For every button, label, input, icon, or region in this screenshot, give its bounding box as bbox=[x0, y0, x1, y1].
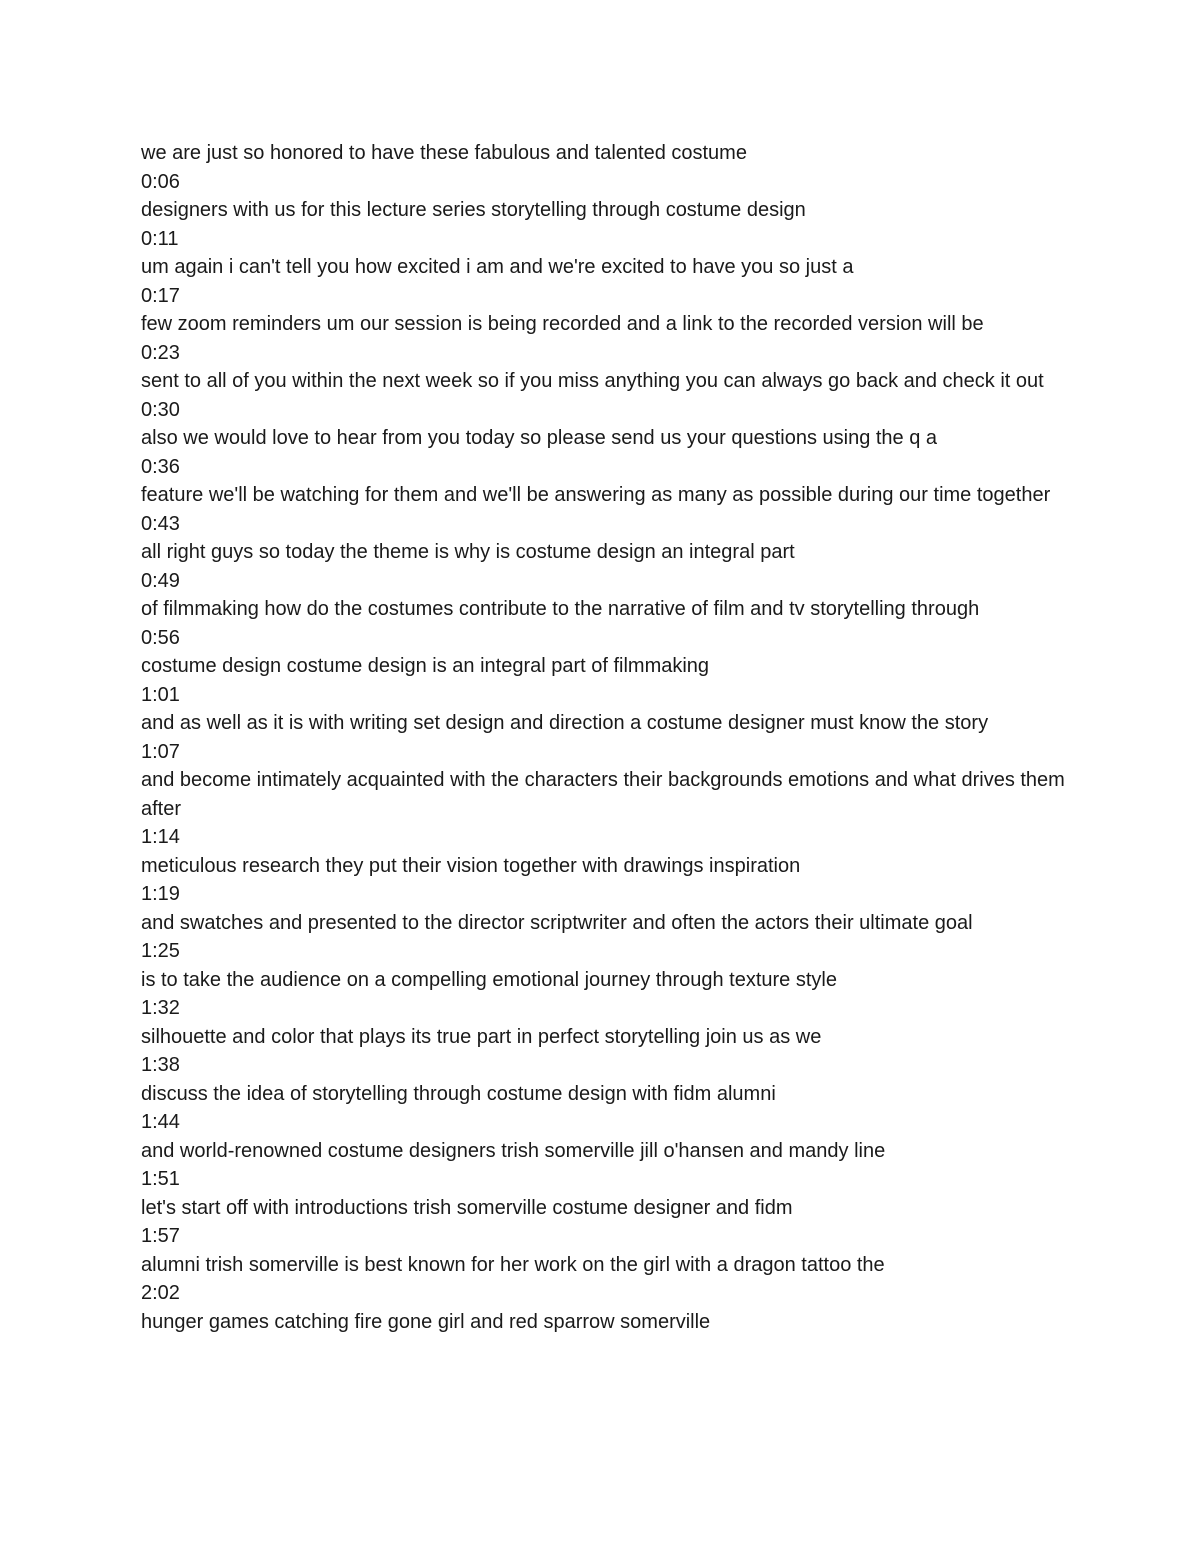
timestamp: 1:19 bbox=[141, 883, 180, 905]
timestamp: 0:23 bbox=[141, 341, 180, 364]
timestamp: 0:36 bbox=[141, 455, 180, 478]
timestamp: 0:56 bbox=[141, 626, 180, 649]
transcript-line: also we would love to hear from you today so please send us your questions using the q a bbox=[141, 427, 938, 449]
timestamp: 0:11 bbox=[141, 227, 179, 250]
timestamp: 1:25 bbox=[141, 940, 180, 962]
transcript-line: discuss the idea of storytelling through costume design with fidm alumni bbox=[141, 1082, 776, 1105]
timestamp: 1:44 bbox=[141, 1111, 180, 1133]
transcript-body bbox=[141, 139, 1081, 1336]
transcript-line: all right guys so today the theme is why is costume design an integral part bbox=[141, 541, 795, 563]
transcript-line: few zoom reminders um our session is being recorded and a link to the recorded version will be bbox=[141, 313, 984, 335]
timestamp: 1:57 bbox=[141, 1225, 180, 1247]
timestamp: 0:49 bbox=[141, 569, 180, 592]
transcript-line: we are just so honored to have these fabulous and talented costume bbox=[141, 142, 747, 164]
transcript-line: silhouette and color that plays its true part in perfect storytelling join us as we bbox=[141, 1025, 822, 1048]
transcript-line: hunger games catching fire gone girl and red sparrow somerville bbox=[141, 1310, 711, 1333]
timestamp: 0:30 bbox=[141, 398, 180, 421]
transcript-line: sent to all of you within the next week so if you miss anything you can always go back and check it out bbox=[141, 370, 1044, 392]
transcript-line: designers with us for this lecture series storytelling through costume design bbox=[141, 199, 806, 221]
timestamp: 0:06 bbox=[141, 170, 180, 193]
transcript-line: of filmmaking how do the costumes contribute to the narrative of film and tv storytelling through bbox=[141, 598, 980, 620]
transcript-line: meticulous research they put their vision together with drawings inspiration bbox=[141, 854, 801, 877]
timestamp: 2:02 bbox=[141, 1282, 180, 1304]
transcript-line: and world-renowned costume designers trish somerville jill o'hansen and mandy line bbox=[141, 1139, 886, 1162]
transcript-line: let's start off with introductions trish somerville costume designer and fidm bbox=[141, 1196, 793, 1219]
timestamp: 1:01 bbox=[141, 683, 180, 706]
transcript-line: um again i can't tell you how excited i am and we're excited to have you so just a bbox=[141, 256, 854, 278]
transcript-line: alumni trish somerville is best known for her work on the girl with a dragon tattoo the bbox=[141, 1253, 885, 1276]
transcript-line: is to take the audience on a compelling emotional journey through texture style bbox=[141, 968, 837, 991]
transcript-line: and become intimately acquainted with the characters their backgrounds emotions and what drives them after bbox=[141, 769, 1065, 820]
transcript-line: costume design costume design is an integral part of filmmaking bbox=[141, 655, 710, 677]
timestamp: 1:32 bbox=[141, 997, 180, 1019]
timestamp: 1:51 bbox=[141, 1168, 180, 1190]
timestamp: 1:14 bbox=[141, 826, 180, 848]
transcript-line: and as well as it is with writing set design and direction a costume designer must know the story bbox=[141, 712, 989, 734]
transcript-line: feature we'll be watching for them and we'll be answering as many as possible during our time together bbox=[141, 484, 1051, 506]
timestamp: 1:07 bbox=[141, 740, 180, 763]
timestamp: 1:38 bbox=[141, 1054, 180, 1076]
timestamp: 0:17 bbox=[141, 284, 180, 307]
transcript-line: and swatches and presented to the director scriptwriter and often the actors their ultimate goal bbox=[141, 911, 973, 934]
timestamp: 0:43 bbox=[141, 512, 180, 535]
